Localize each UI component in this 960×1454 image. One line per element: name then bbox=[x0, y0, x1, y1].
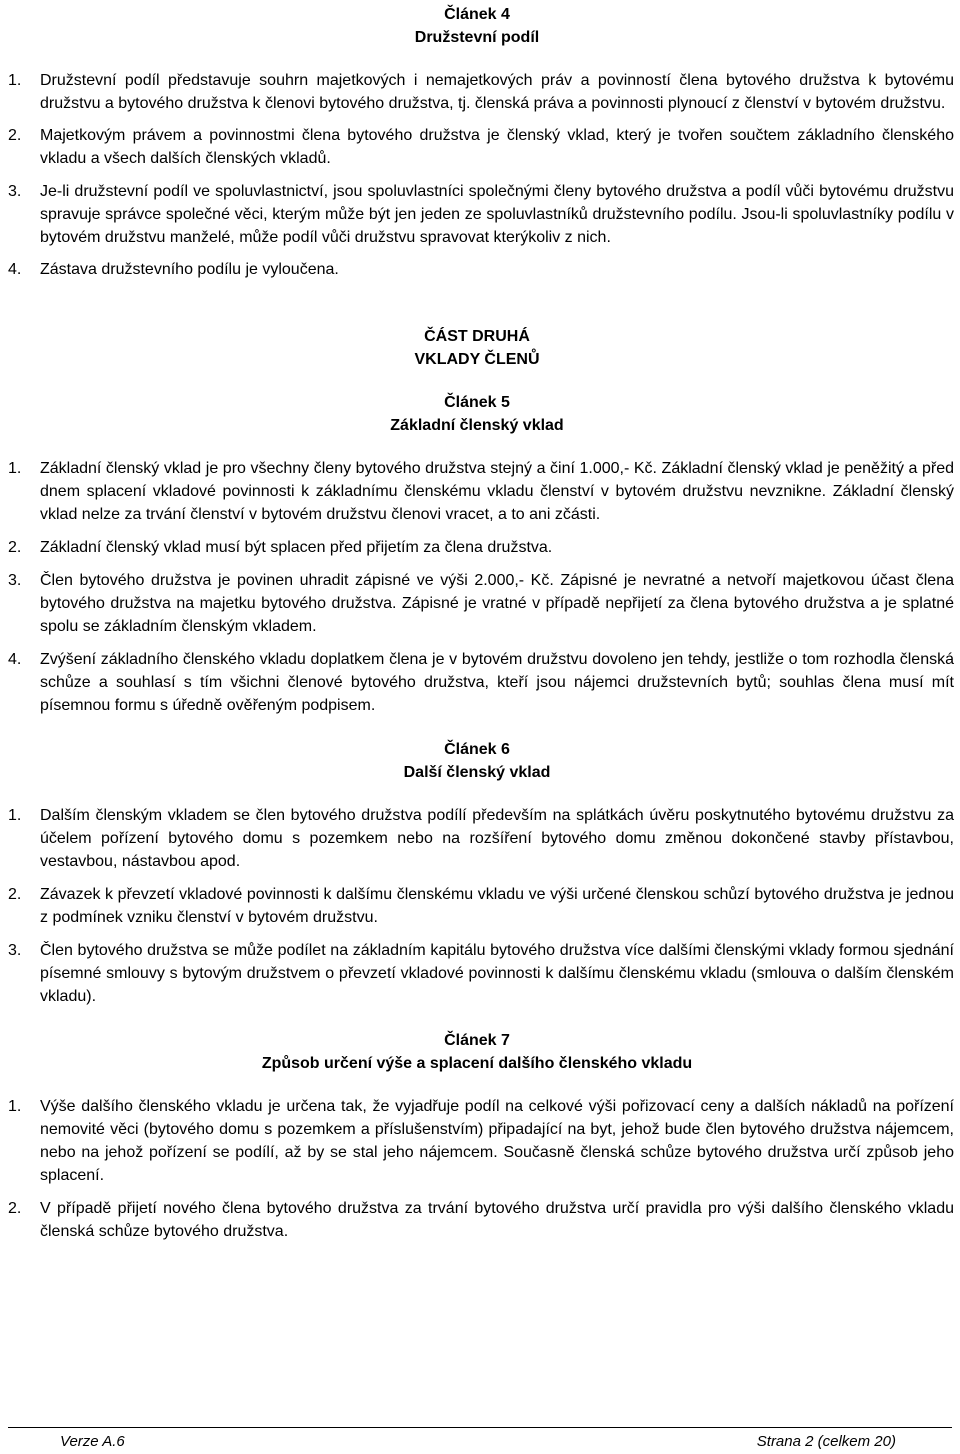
article-5-subtitle: Základní členský vklad bbox=[390, 417, 564, 434]
article-6-item-1 bbox=[0, 804, 954, 873]
article-7-title: Článek 7 bbox=[444, 1032, 510, 1049]
page-number: Strana 2 (celkem 20) bbox=[756, 1433, 896, 1450]
item-number: 1. bbox=[8, 460, 22, 477]
item-text: Majetkovým právem a povinnostmi člena bytového družstva je členský vklad, který je tvořen součtem základního členského vkladu a všech dalších členských vkladů. bbox=[40, 127, 954, 167]
part-2-subtitle: VKLADY ČLENŮ bbox=[414, 351, 540, 368]
item-text: Družstevní podíl představuje souhrn majetkových i nemajetkových práv a povinností člena bytového družstva k bytovému družstvu a bytového družstva k členovi bytového družstva, tj. členská práva a povinnosti plynoucí z členství v bytovém družstvu. bbox=[40, 72, 954, 112]
article-7-item-1 bbox=[0, 1095, 954, 1187]
article-6-item-3 bbox=[0, 939, 954, 1008]
article-5-title: Článek 5 bbox=[444, 394, 510, 411]
item-number: 3. bbox=[8, 572, 22, 589]
item-number: 3. bbox=[8, 183, 22, 200]
item-text: Základní členský vklad je pro všechny členy bytového družstva stejný a činí 1.000,- Kč. Základní členský vklad je peněžitý a před dnem splacení vkladové povinnosti k základnímu členskému vkladu členství v bytovém družstvu nevznikne. Základní členský vklad nelze za trvání členství v bytovém družstvu členovi vracet, a to ani zčásti. bbox=[40, 460, 954, 523]
article-6-list bbox=[0, 804, 954, 1008]
item-number: 3. bbox=[8, 942, 22, 959]
article-5-item-2 bbox=[0, 536, 954, 559]
article-4-item-1 bbox=[0, 69, 954, 115]
article-6-title: Článek 6 bbox=[444, 741, 510, 758]
article-4-list bbox=[0, 69, 954, 281]
item-text: Zástava družstevního podílu je vyloučena. bbox=[40, 261, 339, 278]
article-4-heading bbox=[0, 3, 954, 49]
article-6-subtitle: Další členský vklad bbox=[403, 764, 551, 781]
item-number: 1. bbox=[8, 1098, 22, 1115]
item-text: Zvýšení základního členského vkladu doplatkem člena je v bytovém družstvu dovoleno jen tehdy, jestliže o tom rozhodla členská schůze a souhlasí s tím všichni členové bytového družstva, kteří jsou nájemci družstevních bytů; souhlas člena musí mít písemnou formu s úředně ověřeným podpisem. bbox=[40, 651, 954, 714]
item-text: Výše dalšího členského vkladu je určena tak, že vyjadřuje podíl na celkové výši pořizovací ceny a dalších nákladů na pořízení nemovité věci (bytového domu s pozemkem a příslušenstvím) připadající na byt, jehož bude člen bytového družstva nájemcem, nebo na jehož pořízení se podílí, až by se stal jeho nájemcem. Současně členská schůze bytového družstva určí způsob jeho splacení. bbox=[40, 1098, 954, 1184]
item-number: 2. bbox=[8, 539, 22, 556]
item-number: 4. bbox=[8, 261, 22, 278]
version-label: Verze A.6 bbox=[60, 1433, 125, 1450]
article-4-item-2 bbox=[0, 124, 954, 170]
article-7-list bbox=[0, 1095, 954, 1243]
item-text: Závazek k převzetí vkladové povinnosti k dalšímu členskému vkladu ve výši určené členskou schůzí bytového družstva je jednou z podmínek vzniku členství v bytovém družstvu. bbox=[40, 886, 954, 926]
article-5-heading bbox=[0, 391, 954, 437]
item-number: 2. bbox=[8, 886, 22, 903]
item-number: 2. bbox=[8, 127, 22, 144]
article-7-subtitle: Způsob určení výše a splacení dalšího členského vkladu bbox=[261, 1055, 693, 1072]
item-number: 4. bbox=[8, 651, 22, 668]
part-2-heading bbox=[0, 325, 954, 371]
part-2-title: ČÁST DRUHÁ bbox=[424, 328, 530, 345]
article-4-title: Článek 4 bbox=[444, 6, 510, 23]
item-number: 1. bbox=[8, 807, 22, 824]
article-4-item-3 bbox=[0, 180, 954, 249]
item-text: V případě přijetí nového člena bytového družstva za trvání bytového družstva určí pravidla pro výši dalšího členského vkladu členská schůze bytového družstva. bbox=[40, 1200, 954, 1240]
article-4-subtitle: Družstevní podíl bbox=[414, 29, 540, 46]
item-text: Základní členský vklad musí být splacen před přijetím za člena družstva. bbox=[40, 539, 553, 556]
item-text: Člen bytového družstva se může podílet na základním kapitálu bytového družstva více dalšími členskými vklady formou sjednání písemné smlouvy s bytovým družstvem o převzetí vkladové povinnosti k dalšímu členskému vkladu (smlouva o dalším členském vkladu). bbox=[40, 942, 954, 1005]
item-text: Je-li družstevní podíl ve spoluvlastnictví, jsou spoluvlastníci společnými členy bytového družstva a podíl vůči bytovému družstvu spravuje správce společné věci, kterým může být jen jeden ze spoluvlastníků družstevního podílu. Jsou-li spoluvlastníky podílu v bytovém družstvu manželé, může podíl vůči družstvu spravovat kterýkoliv z nich. bbox=[40, 183, 954, 246]
document-page bbox=[0, 3, 960, 1454]
item-number: 2. bbox=[8, 1200, 22, 1217]
item-number: 1. bbox=[8, 72, 22, 89]
article-7-item-2 bbox=[0, 1197, 954, 1243]
article-5-item-1 bbox=[0, 457, 954, 526]
article-6-item-2 bbox=[0, 883, 954, 929]
article-5-list bbox=[0, 457, 954, 717]
article-4-item-4 bbox=[0, 258, 954, 281]
page-footer bbox=[8, 1427, 952, 1454]
article-6-heading bbox=[0, 738, 954, 784]
article-7-heading bbox=[0, 1029, 954, 1075]
article-5-item-4 bbox=[0, 648, 954, 717]
article-5-item-3 bbox=[0, 569, 954, 638]
item-text: Člen bytového družstva je povinen uhradit zápisné ve výši 2.000,- Kč. Zápisné je nevratné a netvoří majetkovou účast člena bytového družstva na majetku bytového družstva. Zápisné je vratné v případě nepřijetí za člena bytového družstva a je splatné spolu se základním členským vkladem. bbox=[40, 572, 954, 635]
item-text: Dalším členským vkladem se člen bytového družstva podílí především na splátkách úvěru poskytnutého bytovému družstvu za účelem pořízení bytového domu s pozemkem nebo na rozšíření bytového domu změnou dokončené stavby přístavbou, vestavbou, nástavbou apod. bbox=[40, 807, 954, 870]
